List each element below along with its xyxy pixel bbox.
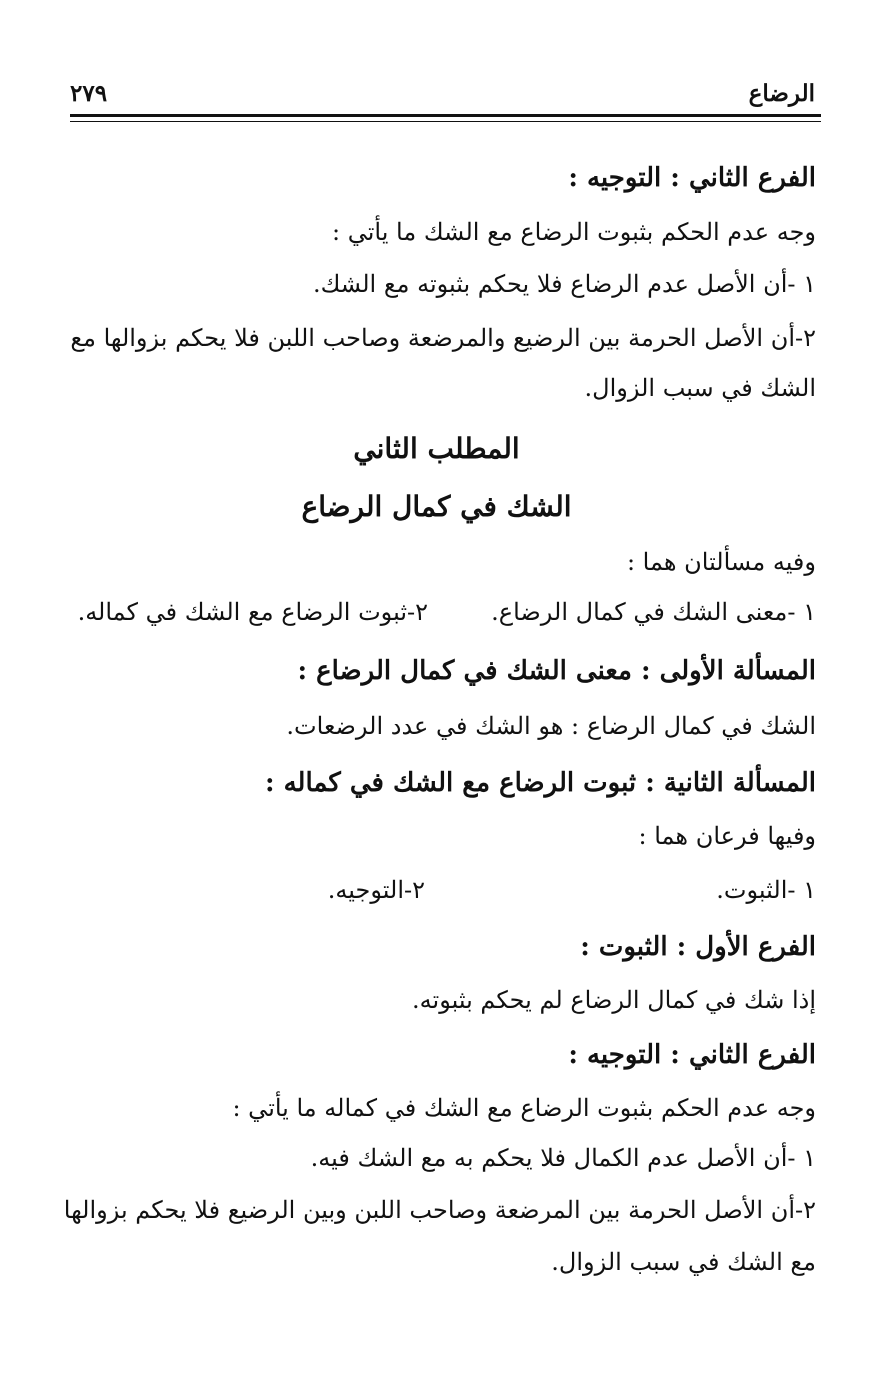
section1-heading: الفرع الثاني : التوجيه : [568,163,816,193]
running-header [70,80,823,112]
far2-point-2-line-2: مع الشك في سبب الزوال. [551,1248,816,1276]
matlab-item-2: ٢-ثبوت الرضاع مع الشك في كماله. [77,598,428,626]
section1-intro: وجه عدم الحكم بثبوت الرضاع مع الشك ما يأتي : [332,218,816,246]
header-rule-thin [70,121,821,122]
page-number: ٢٧٩ [70,80,108,107]
far2-heading: الفرع الثاني : التوجيه : [568,1040,816,1070]
masala1-heading: المسألة الأولى : معنى الشك في كمال الرضاع : [297,656,816,686]
masala2-heading: المسألة الثانية : ثبوت الرضاع مع الشك في كماله : [264,768,816,798]
far2-point-1: ١ -أن الأصل عدم الكمال فلا يحكم به مع الشك فيه. [310,1144,816,1172]
far2-point-2-line-1: ٢-أن الأصل الحرمة بين المرضعة وصاحب اللبن وبين الرضيع فلا يحكم بزوالها [63,1196,816,1224]
masala1-text: الشك في كمال الرضاع : هو الشك في عدد الرضعات. [286,712,816,740]
far1-text: إذا شك في كمال الرضاع لم يحكم بثبوته. [412,986,816,1014]
section1-point-2-line-2: الشك في سبب الزوال. [584,374,816,402]
section1-point-2-line-1: ٢-أن الأصل الحرمة بين الرضيع والمرضعة وصاحب اللبن فلا يحكم بزوالها مع [70,324,816,352]
matlab-subtitle: الشك في كمال الرضاع [301,490,572,523]
running-title: الرضاع [748,80,815,107]
header-rule-thick [70,114,821,117]
masala2-item-1: ١ -الثبوت. [716,876,816,904]
matlab-title: المطلب الثاني [353,432,520,465]
far2-intro: وجه عدم الحكم بثبوت الرضاع مع الشك في كماله ما يأتي : [232,1094,816,1122]
masala2-intro: وفيها فرعان هما : [638,822,816,850]
matlab-intro: وفيه مسألتان هما : [626,548,816,576]
matlab-item-1: ١ -معنى الشك في كمال الرضاع. [491,598,816,626]
far1-heading: الفرع الأول : الثبوت : [580,932,816,962]
masala2-item-2: ٢-التوجيه. [327,876,425,904]
section1-point-1: ١ -أن الأصل عدم الرضاع فلا يحكم بثبوته مع الشك. [312,270,816,298]
